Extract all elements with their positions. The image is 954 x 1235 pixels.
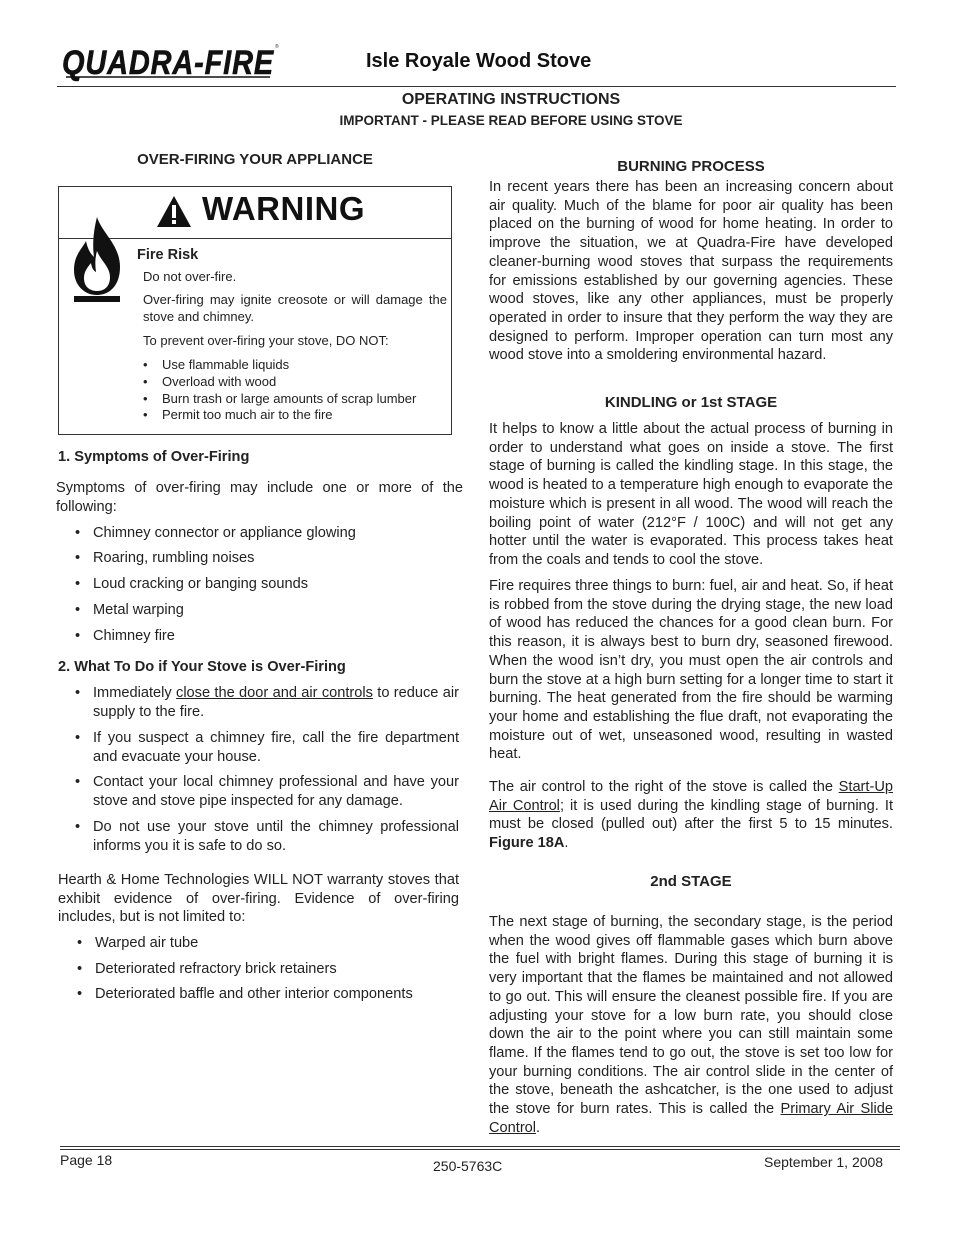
kindling-paragraph-1: It helps to know a little about the actual process of burning in order to understand what goes on inside a stove. The first stage of burning is called the kindling stage. In this stage, the wood is heated to a temperature high enough to evaporate the moisture which is present in all wood. The wood will reach the boiling point of water (212°F / 100C) and will not get any hotter until the water is evaporated. This process takes heat from the coals and tends to cool the stove. (489, 421, 893, 568)
warning-bullet: • Overload with wood (143, 374, 277, 389)
warning-label: WARNING (202, 190, 365, 227)
warranty-paragraph: Hearth & Home Technologies WILL NOT warranty stoves that exhibit evidence of over-firing. Evidence of over-firing includes, but is not limited to: (58, 872, 459, 926)
footer-rule (60, 1149, 900, 1150)
burning-process-text: In recent years there has been an increasing concern about air quality. Much of the blame for poor air quality has been placed on the burning of wood for home heating. In order to improve the situation, we at Quadra-Fire have developed cleaner-burning wood stoves that surpass the requirements for emissions established by our governing agencies. These wood stoves, like any other appliances, must be properly operated in order to insure that they perform the way they are designed to perform. Improper operation can turn most any wood stove into a smoldering environmental hazard. (489, 179, 893, 364)
document-date: September 1, 2008 (764, 1154, 884, 1170)
document-number: 250-5763C (433, 1158, 503, 1174)
warning-line-1: Do not over-fire. (143, 269, 237, 284)
second-stage-text: The next stage of burning, the secondary stage, is the period when the wood gives off flammable gases which burn above the fuel with bright flames. During this stage of burning it is very important that the flames be maintained and not allowed to go out. This will ensure the cleanest possible fire. If you are adjusting your stove for a low burn rate, you should close down the air to the point where you can still maintain some flame. If the flames tend to go out, the stove is set too low for your burning conditions. The air control slide in the center of the stove, beneath the ashcatcher, is the one used to adjust the stove for burn rates. This is called the Primary Air Slide Control. (489, 914, 893, 1136)
page-number: Page 18 (60, 1152, 113, 1168)
overfiring-action-title: 2. What To Do if Your Stove is Over-Firing (58, 659, 346, 675)
section-subheading: IMPORTANT - PLEASE READ BEFORE USING STOVE (339, 113, 683, 128)
kindling-heading: KINDLING or 1st STAGE (604, 394, 778, 411)
symptoms-title: 1. Symptoms of Over-Firing (58, 449, 250, 465)
fire-risk-title: Fire Risk (137, 247, 199, 263)
warning-line-3: To prevent over-firing your stove, DO NOT: (143, 333, 389, 348)
warning-bullet: • Use flammable liquids (143, 357, 290, 372)
air-control-paragraph: The air control to the right of the stove is called the Start-Up Air Control; it is used during the kindling stage of burning. It must be closed (pulled out) after the first 5 to 15 minutes. Figure 18A. (489, 779, 893, 852)
svg-text:QUADRA-FIRE: QUADRA-FIRE (62, 44, 275, 82)
symptoms-intro: Symptoms of over-firing may include one or more of the following: (56, 480, 463, 515)
warning-line-2: Over-firing may ignite creosote or will damage the stove and chimney. (143, 292, 447, 324)
quadra-fire-logo (60, 40, 282, 82)
warning-box (58, 186, 452, 435)
svg-text:®: ® (275, 44, 279, 50)
warning-bullet: • Burn trash or large amounts of scrap lumber (143, 391, 417, 406)
action-item: • Immediately close the door and air controls to reduce air supply to the fire. (75, 685, 459, 720)
action-item: • If you suspect a chimney fire, call the fire department and evacuate your house. (75, 730, 459, 765)
action-item: • Do not use your stove until the chimney professional informs you it is safe to do so. (75, 819, 459, 854)
burning-process-heading: BURNING PROCESS (617, 158, 765, 175)
warning-bullet: • Permit too much air to the fire (143, 407, 333, 422)
kindling-paragraph-2: Fire requires three things to burn: fuel, air and heat. So, if heat is robbed from the stove during the drying stage, the new load of wood has reduced the chances for a good clean burn. For this reason, it is always best to burn dry, seasoned firewood. When the wood isn’t dry, you must open the air controls and burn the stove at a high burn setting for a longer time to start it burning. The heat generated from the fire should be warming your home and establishing the flue draft, not evaporating the moisture out of wet, unseasoned wood, resulting in wasted heat. (489, 578, 893, 763)
action-item: • Contact your local chimney professional and have your stove and stove pipe inspected for any damage. (75, 774, 459, 809)
footer-rule (60, 1146, 900, 1147)
fire-hazard-icon (68, 215, 126, 303)
warning-triangle-icon (156, 195, 192, 228)
overfiring-heading: OVER-FIRING YOUR APPLIANCE (137, 151, 373, 168)
document-title: Isle Royale Wood Stove (366, 50, 592, 72)
second-stage-heading: 2nd STAGE (650, 873, 732, 890)
section-heading: OPERATING INSTRUCTIONS (401, 91, 621, 108)
header-rule (57, 86, 896, 87)
